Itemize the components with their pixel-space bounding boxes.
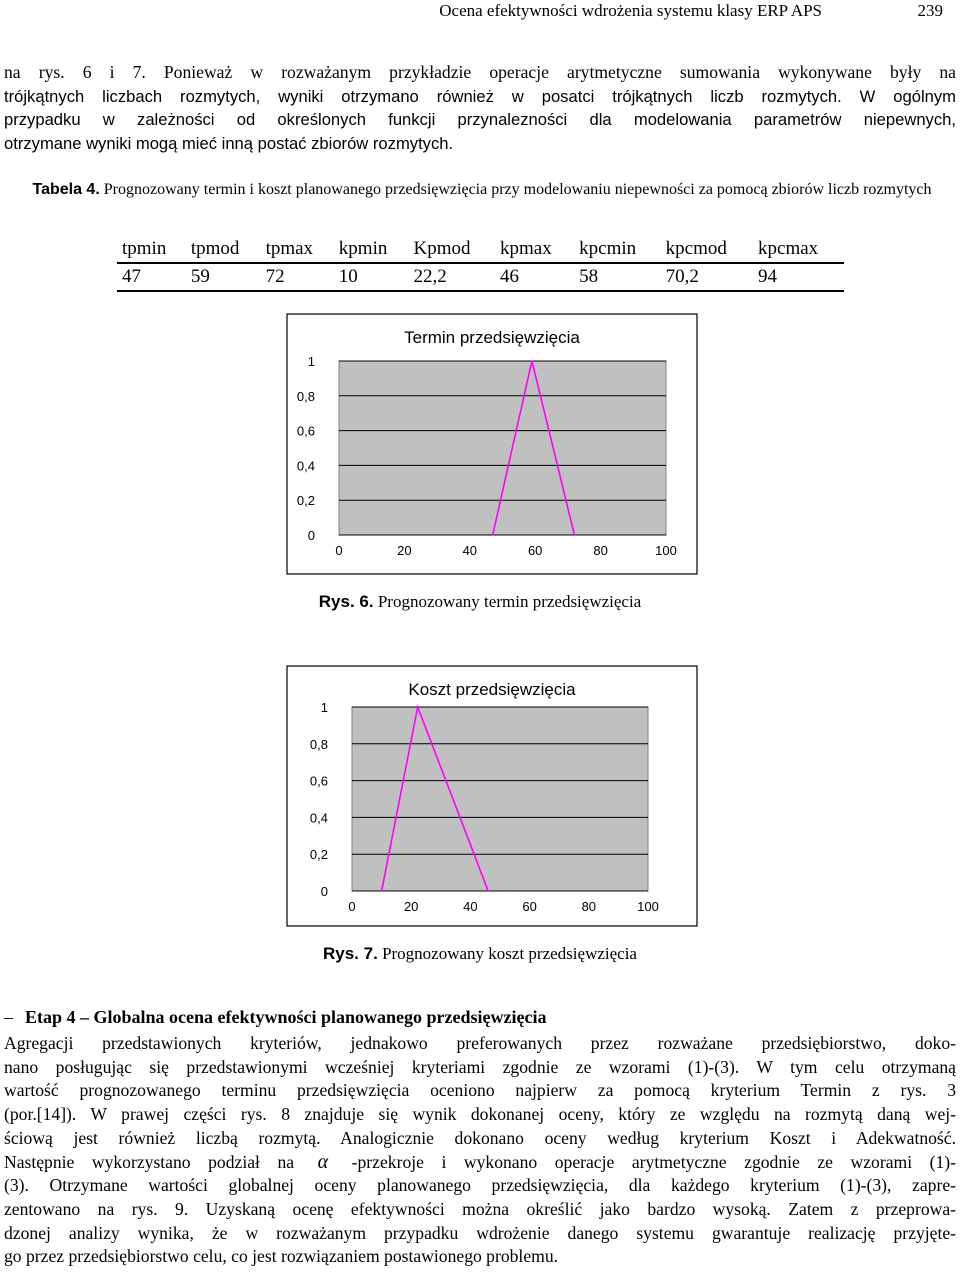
intro-line: trójkątnych liczbach rozmytych, wyniki otrzymano również w posatci trójkątnych liczb rozmytych. W ogólnym: [4, 86, 956, 106]
table-cell: 58: [579, 266, 599, 287]
x-tick-label: 60: [522, 899, 537, 914]
y-tick-label: 0,2: [309, 847, 328, 863]
intro-paragraph: [4, 61, 956, 156]
running-title: Ocena efektywności wdrożenia systemu klasy ERP APS: [439, 1, 822, 20]
table-header-cell: kpcmod: [665, 238, 727, 259]
table-header-row: [117, 236, 844, 263]
chart-title: Koszt przedsięwzięcia: [408, 680, 576, 699]
y-tick-label: 0,4: [296, 458, 315, 474]
x-tick-label: 80: [593, 543, 608, 558]
chart-koszt-svg: [286, 665, 698, 927]
figure-label: Rys. 7.: [323, 944, 378, 963]
data-point: [531, 360, 533, 362]
table-header-cell: kpcmin: [579, 238, 637, 259]
y-tick-label: 1: [307, 354, 315, 369]
plot-area: [339, 361, 666, 535]
data-point: [381, 890, 383, 892]
body-line: Agregacji przedstawionych kryteriów, jednakowo preferowanych przez rozważane przedsiębiorstwo, doko-: [4, 1033, 956, 1053]
y-tick-label: 1: [320, 700, 328, 715]
figure-label: Rys. 6.: [318, 592, 374, 611]
y-tick-label: 0: [307, 528, 315, 543]
body-line: go przez przedsiębiorstwo celu, co jest rozwiązaniem postawionego problemu.: [4, 1246, 559, 1267]
chart-title: Termin przedsięwzięcia: [404, 328, 580, 347]
y-tick-label: 0,6: [309, 773, 328, 789]
alpha-symbol: α: [317, 1150, 329, 1173]
body-line: (por.[14]). W prawej części rys. 8 znajduje się wynik dokonanej oceny, który ze względu na rozmytą daną wej-: [4, 1104, 956, 1125]
data-point: [574, 534, 576, 536]
data-point: [492, 534, 494, 536]
data-point: [417, 706, 419, 708]
figure-caption-7: [0, 944, 960, 964]
table-cell: 94: [758, 266, 778, 287]
body-line: wartość prognozowanego terminu przedsięwzięcia oceniono najpierw za pomocą kryterium Termin z rys. 3: [4, 1080, 956, 1101]
body-line: (3). Otrzymane wartości globalnej oceny planowanego przedsięwzięcia, dla każdego kryterium (1)-(3), zapre-: [4, 1175, 956, 1196]
x-tick-label: 100: [655, 543, 677, 558]
table-header-cell: tpmax: [265, 238, 314, 259]
x-tick-label: 20: [403, 899, 419, 914]
x-tick-label: 60: [527, 543, 543, 558]
intro-line: otrzymane wyniki mogą mieć inną postać zbiorów rozmytych.: [4, 134, 454, 154]
body-line-alpha: [4, 1151, 956, 1175]
table-caption: [10, 179, 954, 201]
alpha-text-before: Następnie wykorzystano podział na: [4, 1151, 295, 1172]
table-cell: 10: [338, 266, 358, 287]
body-line: ściową jest również liczbą rozmytą. Analogicznie dokonano oceny według kryterium Koszt i Adekwatność.: [4, 1127, 956, 1148]
parameters-table: [117, 236, 844, 292]
figure-caption-text: Prognozowany termin przedsięwzięcia: [377, 592, 642, 611]
figure-caption-6: [0, 592, 960, 612]
alpha-text-after: -przekroje i wykonano operacje arytmetyczne zgodnie ze wzorami (1)-: [351, 1151, 956, 1172]
section-title: Etap 4 – Globalna ocena efektywności planowanego przedsięwzięcia: [25, 1007, 547, 1027]
x-tick-label: 0: [335, 543, 343, 558]
x-tick-label: 40: [462, 543, 478, 558]
section-dash: –: [4, 1007, 13, 1027]
x-tick-label: 100: [637, 899, 659, 914]
chart-termin-svg: [286, 313, 698, 575]
body-line: dzonej analizy wynika, że w rozważanym przypadku wdrożenie danego systemu gwarantuje realizację przyjęte-: [4, 1222, 956, 1243]
chart-termin: [286, 313, 698, 575]
table-cell: 72: [265, 266, 285, 287]
page-number: 239: [917, 1, 943, 20]
table-cell: 47: [122, 266, 141, 287]
figure-caption-text: Prognozowany koszt przedsięwzięcia: [382, 944, 637, 963]
table-caption-text: Prognozowany termin i koszt planowanego przedsięwzięcia przy modelowaniu niepewności za pomocą zbiorów liczb rozmytych: [103, 181, 932, 198]
y-tick-label: 0,8: [296, 388, 315, 404]
table-cell: 22,2: [413, 266, 447, 287]
table-cell: 59: [190, 266, 210, 287]
table-cell: 70,2: [665, 266, 699, 287]
data-point: [487, 890, 489, 892]
body-paragraph: [4, 1032, 956, 1269]
x-tick-label: 40: [463, 899, 478, 914]
page-header: [0, 0, 960, 28]
x-tick-label: 80: [581, 899, 597, 914]
table-header-cell: tpmod: [190, 238, 240, 259]
body-line: nano posługując się przedstawionymi wcześniej kryteriami zgodnie ze wzorami (1)-(3). W tym celu otrzymaną: [4, 1056, 956, 1077]
table-caption-label: Tabela 4.: [32, 181, 100, 198]
intro-line: przypadku w zależności od określonych funkcji przynalezności dla modelowania parametrów niepewnych,: [4, 110, 956, 130]
plot-area: [352, 707, 648, 891]
x-tick-label: 20: [397, 543, 412, 558]
chart-koszt: [286, 665, 698, 927]
table-header-cell: kpmax: [500, 238, 552, 259]
table-row: [117, 263, 844, 291]
section-heading: [4, 1007, 546, 1028]
table-header-cell: kpmin: [338, 238, 388, 259]
y-tick-label: 0,6: [296, 423, 315, 439]
intro-line: na rys. 6 i 7. Ponieważ w rozważanym przykładzie operacje arytmetyczne sumowania wykonywane były na: [4, 62, 956, 82]
table-cell: 46: [500, 266, 520, 287]
body-line: zentowano na rys. 9. Uzyskaną ocenę efektywności można określić jako bardzo wysoką. Zatem z przeprowa-: [4, 1198, 956, 1219]
table-header-cell: tpmin: [122, 238, 167, 259]
y-tick-label: 0,4: [309, 810, 328, 826]
y-tick-label: 0,2: [296, 493, 315, 509]
y-tick-label: 0,8: [309, 736, 328, 752]
table-header-cell: kpcmax: [758, 238, 819, 259]
table-header-cell: Kpmod: [413, 238, 471, 259]
x-tick-label: 0: [348, 899, 356, 914]
y-tick-label: 0: [320, 884, 328, 899]
